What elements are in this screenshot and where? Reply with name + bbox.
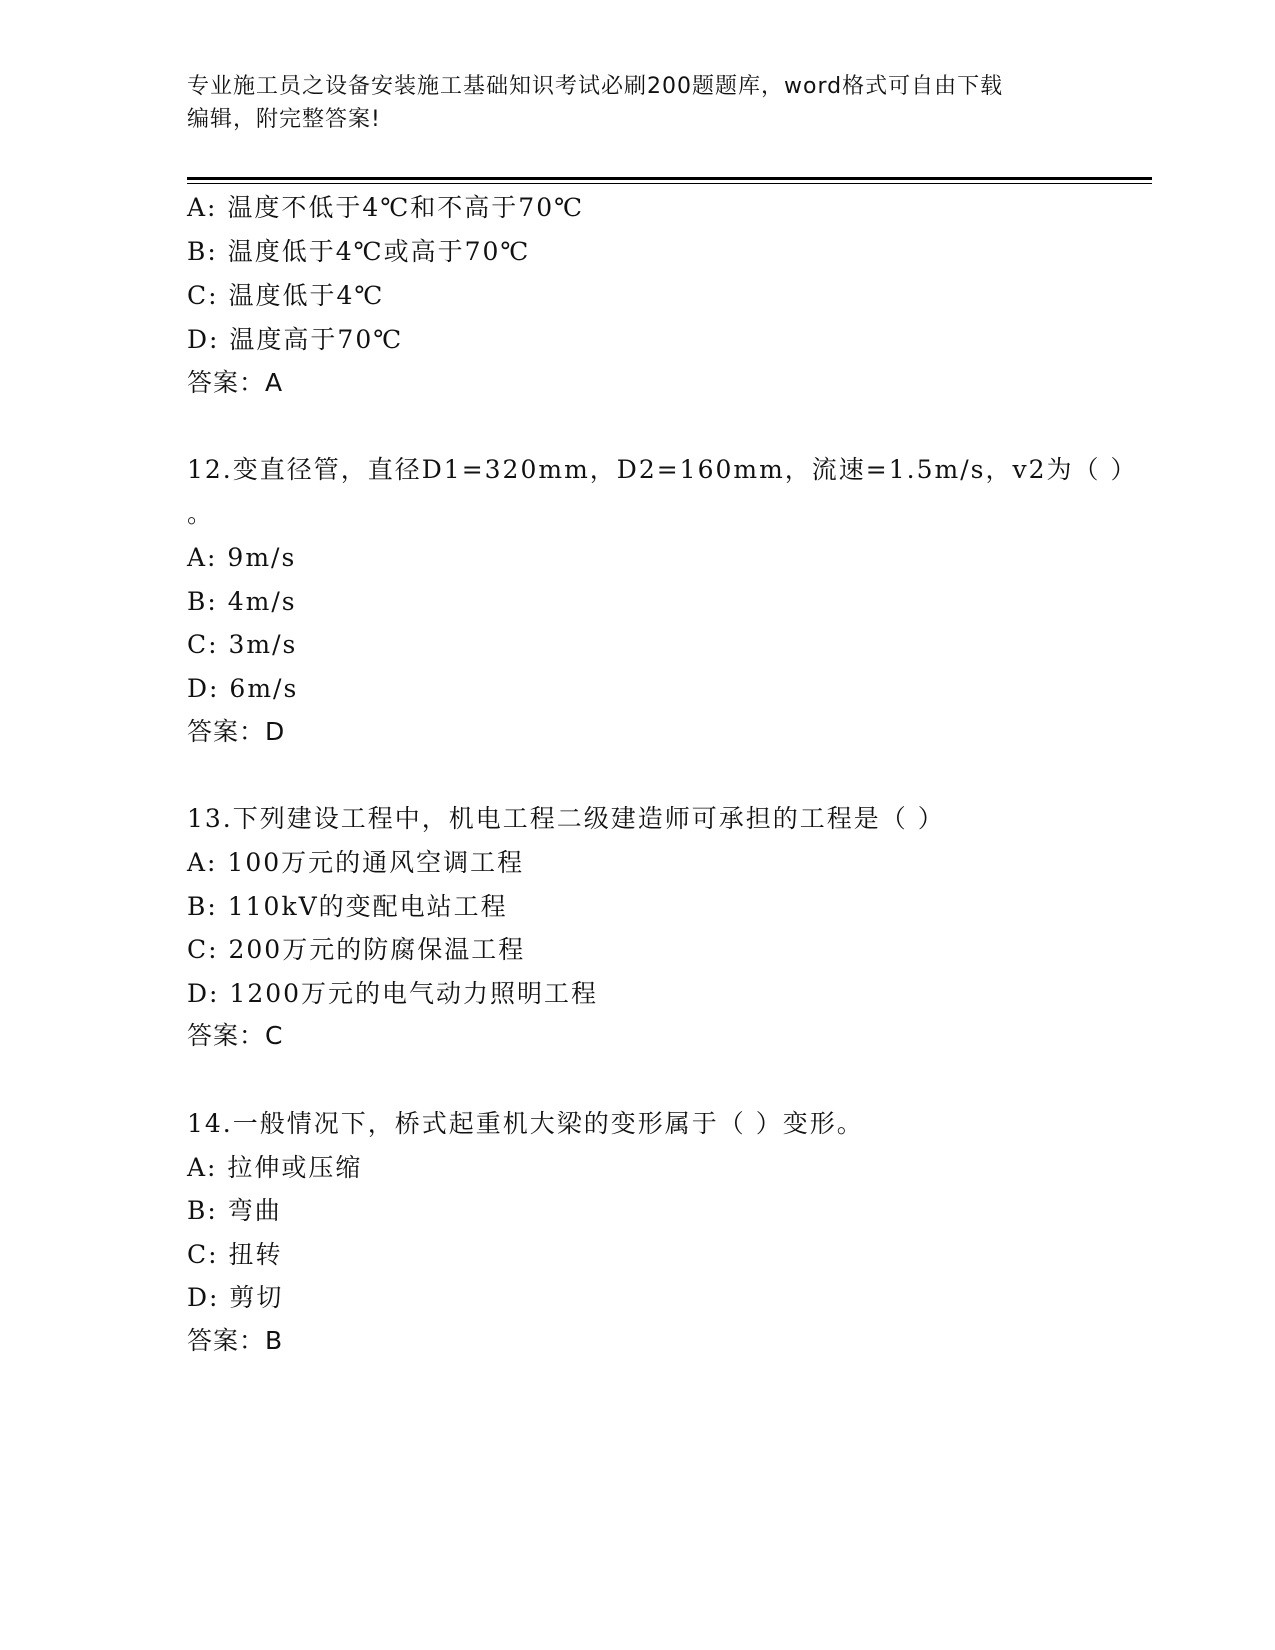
q14-option-c: C: 扭转	[187, 1240, 283, 1269]
q14-option-a: A: 拉伸或压缩	[187, 1153, 363, 1182]
q13-option-d: D: 1200万元的电气动力照明工程	[187, 979, 599, 1008]
q13-option-b: B: 110kV的变配电站工程	[187, 892, 508, 921]
q13-option-c: C: 200万元的防腐保温工程	[187, 935, 526, 964]
q12-answer: 答案：D	[187, 717, 286, 746]
header-divider-thick	[187, 177, 1152, 180]
q12-stem: 12.变直径管，直径D1=320mm，D2=160mm，流速=1.5m/s，v2为（ ）	[187, 455, 1138, 484]
q13-option-a: A: 100万元的通风空调工程	[187, 848, 525, 877]
q13-answer: 答案：C	[187, 1021, 284, 1050]
q11-option-b: B: 温度低于4℃或高于70℃	[187, 237, 531, 266]
q14-answer: 答案：B	[187, 1326, 284, 1355]
q12-option-b: B: 4m/s	[187, 587, 297, 616]
q14-option-d: D: 剪切	[187, 1283, 284, 1312]
q14-option-b: B: 弯曲	[187, 1196, 282, 1225]
q11-option-d: D: 温度高于70℃	[187, 325, 404, 354]
title-line-2: 编辑，附完整答案!	[187, 107, 381, 132]
q14-stem: 14.一般情况下，桥式起重机大梁的变形属于（ ）变形。	[187, 1109, 864, 1138]
q12-stem-continuation: 。	[187, 499, 215, 528]
header-divider-thin	[187, 183, 1152, 184]
q11-option-a: A: 温度不低于4℃和不高于70℃	[187, 193, 585, 222]
q11-answer: 答案：A	[187, 368, 284, 397]
q12-option-a: A: 9m/s	[187, 543, 297, 572]
q11-option-c: C: 温度低于4℃	[187, 281, 385, 310]
q12-option-d: D: 6m/s	[187, 674, 299, 703]
q13-stem: 13.下列建设工程中，机电工程二级建造师可承担的工程是（ ）	[187, 804, 945, 833]
q12-option-c: C: 3m/s	[187, 630, 298, 659]
document-title	[187, 70, 1087, 136]
title-line-1: 专业施工员之设备安装施工基础知识考试必刷200题题库，word格式可自由下载	[187, 74, 1004, 99]
